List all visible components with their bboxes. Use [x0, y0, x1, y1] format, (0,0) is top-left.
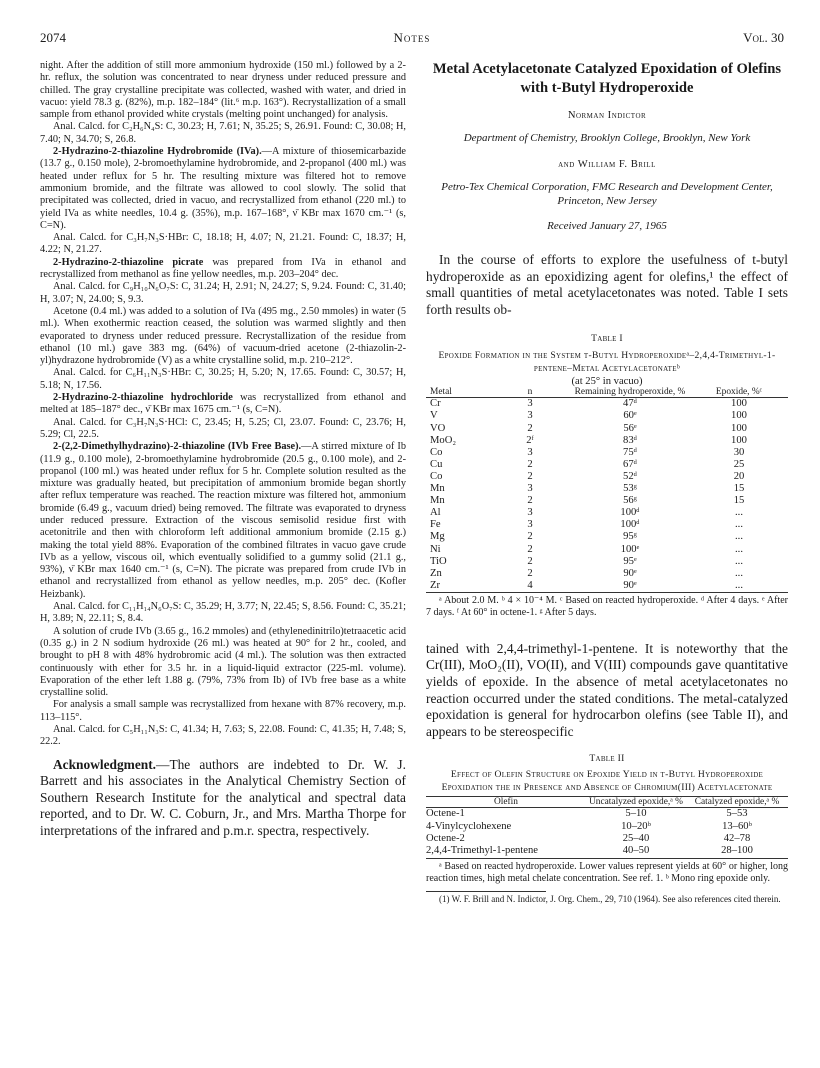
table-cell: Al [430, 507, 441, 519]
volume-label: Vol. 30 [743, 30, 784, 45]
page-header [40, 30, 784, 46]
column-header: Uncatalyzed epoxide,ᵃ % [589, 797, 683, 808]
analysis: Anal. Calcd. for C₃H₇N₃S·HBr: C, 18.18; H, 4.07; N, 21.21. Found: C, 18.37; H, 4.22; N, 21.27. [40, 232, 406, 256]
table-cell: 100 [731, 434, 747, 446]
table-cell: Ni [430, 543, 441, 555]
paragraph [40, 441, 406, 601]
table-row [426, 410, 788, 422]
table-row [426, 544, 788, 556]
table-row [426, 568, 788, 580]
table-cell: 67ᵈ [623, 458, 637, 470]
table-cell: 10–20ᵇ [621, 820, 651, 832]
table-cell: 47ᵈ [623, 398, 637, 410]
table-cell: 95ᵉ [623, 555, 637, 567]
table-cell: Zn [430, 567, 442, 579]
affiliation: Petro-Tex Chemical Corporation, FMC Research and Development Center, Princeton, New Jersey [441, 181, 773, 207]
paragraph [40, 146, 406, 232]
table-cell: 2 [527, 422, 533, 434]
table-footnote: ᵃ About 2.0 M. ᵇ 4 × 10⁻⁴ M. ᶜ Based on reacted hydroperoxide. ᵈ After 4 days. ᵉ After 7 days. ᶠ At 60° in octene-1. ᵍ After 5 days. [426, 594, 788, 618]
paragraph-text: —A mixture of thiosemicarbazide (13.7 g., 0.150 mole), 2-bromoethylamine hydrobromide, and 2-propanol (400 ml.) was heated under reflux for 5 hr. The resulting mixture was filtered hot to remove ammonium bromide, and the filtrate was allowed to cool slowly. The solid that precipitated was collected, dried in vacuo, and recrystallized from ethanol (220 ml.) to yield IVa as white needles, 10.4 g. (35%), m.p. 167–168°, ν̄ KBr max 1670 cm.⁻¹ (s, C=N). [40, 146, 406, 231]
article-title: Metal Acetylacetonate Catalyzed Epoxidation of Olefins with t-Butyl Hydroperoxide [432, 61, 782, 96]
table-row [426, 845, 788, 857]
analysis: Anal. Calcd. for C₅H₁₁N₃S: C, 41.34; H, 7.63; S, 22.08. Found: C, 41.35; H, 7.48; S, 22.2. [40, 724, 406, 748]
table-cell: 60ᵉ [623, 410, 637, 422]
acknowledgment-heading: Acknowledgment. [53, 756, 157, 772]
table-cell: 2 [527, 567, 533, 579]
table-cell: 2 [527, 458, 533, 470]
acknowledgment-text: —The authors are indebted to Dr. W. J. Barrett and his associates in the Analytical Chemistry Section of Southern Research Institute for the analytical and spectral data reported, and to Dr. W. C. Coburn, Jr., and Mrs. Martha Thorpe for interpretations of the infrared and p.m.r. spectra, respectively. [40, 756, 406, 838]
paragraph: For analysis a small sample was recrystallized from hexane with 87% recovery, m.p. 113–115°. [40, 699, 406, 723]
analysis: Anal. Calcd. for C₁₁H₁₄N₆O₇S: C, 35.29; H, 3.77; N, 22.45; S, 8.56. Found: C, 35.21; H, 3.89; N, 22.11; S, 8.4. [40, 601, 406, 625]
table-caption: Epoxide Formation in the System t-Butyl Hydroperoxideᵃ–2,4,4-Trimethyl-1-pentene–Metal Acetylacetonateᵇ [438, 350, 776, 375]
table-cell: Mn [430, 483, 445, 495]
table-cell: TiO [430, 555, 447, 567]
table-row [426, 556, 788, 568]
author: and William F. Brill [558, 159, 656, 170]
table-body [426, 808, 788, 857]
column-header: Metal [430, 387, 452, 398]
table-footnote: ᵃ Based on reacted hydroperoxide. Lower values represent yields at 60° or higher, long reaction times, high metal chelate concentration. See ref. 1. ᵇ Mono ring epoxide only. [426, 860, 788, 884]
table-cell: 56ᵍ [623, 495, 637, 507]
paragraph: A solution of crude IVb (3.65 g., 16.2 mmoles) and (ethylenedinitrilo)tetraacetic acid (0.35 g.) in 2 N sodium hydroxide (26 ml.) was heated at 90° for 2 hr., cooled, and brought to pH 8 with 48% hydrobromic acid (4 ml.). The solution was then extracted continuously with ether for 3.5 hr. in a liquid-liquid extractor (225-ml. volume). Evaporation of the ether left 1.88 g. (79%, 73% from Ib) of IVb free base as a white crystalline solid. [40, 625, 406, 699]
table-row [426, 519, 788, 531]
compound-heading: 2-(2,2-Dimethylhydrazino)-2-thiazoline (IVb Free Base). [53, 441, 302, 453]
table-cell: Cu [430, 458, 443, 470]
table-cell: 3 [527, 507, 533, 519]
table-cell: 42–78 [723, 833, 751, 845]
paragraph: Acetone (0.4 ml.) was added to a solution of IVa (495 mg., 2.50 mmoles) in water (5 ml.). When exothermic reaction ceased, the solution was warmed slightly and then evaporated to dryness under reduced pressure. Recrystallization of the residue from ethanol (10 ml.) gave 383 mg. (64%) of vacuum-dried acetone (2-thiazolin-2-yl)hydrazone hydrobromide (V) as a white crystalline solid, m.p. 210–212°. [40, 305, 406, 367]
table-cell: ... [735, 519, 743, 531]
table-cell: 20 [733, 470, 745, 482]
table-caption: Effect of Olefin Structure on Epoxide Yield in t-Butyl Hydroperoxide Epoxidation the in Presence and Absence of Chromium(III) Acetylacetonate [441, 769, 773, 794]
table-cell: 95ᵍ [623, 531, 637, 543]
table-cell: Cr [430, 398, 441, 410]
compound-heading: 2-Hydrazino-2-thiazoline picrate [53, 256, 204, 268]
paragraph: night. After the addition of still more ammonium hydroxide (150 ml.) followed by a 2-hr. reflux, the solution was concentrated to near dryness under reduced pressure and chilled. The gray crystalline precipitate was collected, washed with water, and dried in vacuo: yield 78.3 g. (82%), m.p. 182–184° (lit.⁶ m.p. 163°). Recrystallization of a small sample from ethanol provided white crystals (melting point unchanged) for analysis. [40, 60, 406, 121]
table-cell: 2 [527, 543, 533, 555]
table-cell: 4 [527, 579, 533, 591]
table-cell: 53ᵍ [623, 483, 637, 495]
column-header: n [527, 387, 533, 398]
table-cell: MoO₂ [430, 434, 457, 446]
paragraph [40, 392, 406, 417]
table-cell: 28–100 [721, 845, 753, 857]
table-cell: 3 [527, 483, 533, 495]
table-cell: ... [735, 507, 743, 519]
table-cell: ... [735, 555, 743, 567]
table-row [426, 507, 788, 519]
table-cell: 90ᵉ [623, 567, 637, 579]
table-cell: 100ᵉ [620, 543, 640, 555]
table-cell: Co [430, 446, 443, 458]
table-row [426, 423, 788, 435]
table-row [426, 459, 788, 471]
table-cell: 3 [527, 519, 533, 531]
table-rule [426, 592, 788, 593]
table-cell: Co [430, 470, 443, 482]
column-header: Remaining hydroperoxide, % [574, 387, 686, 398]
page-number: 2074 [40, 30, 66, 45]
reference: (1) W. F. Brill and N. Indictor, J. Org. Chem., 29, 710 (1964). See also references cited therein. [439, 893, 781, 904]
author: Norman Indictor [567, 110, 647, 121]
table-row [426, 435, 788, 447]
table-cell: 5–53 [726, 808, 748, 820]
table-cell: VO [430, 422, 446, 434]
table-cell: Octene-2 [426, 833, 465, 845]
table-body [426, 398, 788, 592]
table-subcaption: (at 25° in vacuo) [571, 376, 643, 388]
table-label: Table II [589, 753, 625, 765]
table-row [426, 398, 788, 410]
analysis: Anal. Calcd. for C₃H₇N₃S·HCl: C, 23.45; H, 5.25; Cl, 23.07. Found: C, 23.76; H, 5.29; Cl, 22.5. [40, 416, 406, 440]
table-2 [426, 796, 788, 857]
table-cell: ... [735, 543, 743, 555]
table-label: Table I [591, 333, 623, 345]
table-rule [426, 858, 788, 859]
table-cell: Zr [430, 579, 440, 591]
paragraph [40, 257, 406, 282]
left-column [40, 60, 406, 840]
analysis: Anal. Calcd. for C₂H₆N₄S: C, 30.23; H, 7.61; N, 35.25; S, 26.91. Found: C, 30.08; H, 7.40; N, 34.70; S, 26.8. [40, 121, 406, 145]
compound-heading: 2-Hydrazino-2-thiazoline hydrochloride [53, 392, 233, 404]
table-row [426, 531, 788, 543]
analysis: Anal. Calcd. for C₆H₁₁N₃S·HBr: C, 30.25; H, 5.20; N, 17.65. Found: C, 30.57; H, 5.18; N, 17.56. [40, 367, 406, 391]
table-cell: 30 [733, 446, 745, 458]
paragraph-text: was prepared from IVa in ethanol and recrystallized from methanol as fine yellow needles, m.p. 203–204° dec. [40, 256, 406, 281]
table-cell: Octene-1 [426, 808, 465, 820]
table-row [426, 580, 788, 592]
table-cell: 3 [527, 410, 533, 422]
table-cell: 13–60ᵇ [722, 820, 752, 832]
table-cell: 100ᵈ [620, 507, 640, 519]
table-cell: V [430, 410, 438, 422]
table-cell: 2ᶠ [526, 434, 534, 446]
paragraph-text: —A stirred mixture of Ib (11.9 g., 0.100 mole), 2-bromoethylamine hydrobromide (20.5 g., 0.100 mole), and 2-propanol (100 ml.) was heated under reflux for 5 hr. Complete solution resulted as the mixture was gradually heated, but precipitation of ammonium bromide began shortly after reflux temperature was reached. The reaction mixture was filtered hot, ammonium bromide (6.49 g., vacuum dried) being removed. The filtrate was evaporated to dryness under reduced pressure. Extraction of the viscous semisolid residue first with acetonitrile and then with chloroform left additional ammonium bromide (2.15 g.) making the total yield 88%. Evaporation of the combined filtrates in vacuo gave crude IVb as a yellow, viscous oil, which eventually solidified to a gummy solid (21.1 g., 93%), ν̄ KBr max 1640 cm.⁻¹ (s, C=N). The picrate was prepared from crude IVb in ethanol and recrystallized from ethanol as yellow needles, m.p. 205° dec. (Kofler Heizbank). [40, 441, 406, 600]
table-row [426, 483, 788, 495]
paragraph: tained with 2,4,4-trimethyl-1-pentene. It is noteworthy that the Cr(III), MoO₂(II), VO(II), and V(III) compounds gave quantitative yields of epoxide. In the absence of metal acetylacetonates no reaction occurred under the stated conditions. The metal-catalyzed epoxidation is general for hydrocarbon olefins (see Table II), and appears to be stereospecific [426, 640, 788, 739]
table-cell: 15 [733, 495, 745, 507]
table-cell: ... [735, 567, 743, 579]
running-title: Notes [393, 30, 431, 45]
right-column [426, 60, 788, 905]
table-cell: 3 [527, 398, 533, 410]
acknowledgment [40, 757, 406, 840]
table-cell: 25–40 [622, 833, 650, 845]
table-cell: 2 [527, 531, 533, 543]
table-cell: 83ᵈ [623, 434, 637, 446]
table-1 [426, 387, 788, 592]
table-cell: 2 [527, 555, 533, 567]
table-cell: Mn [430, 495, 445, 507]
table-row [426, 495, 788, 507]
table-cell: Fe [430, 519, 441, 531]
table-cell: 2,4,4-Trimethyl-1-pentene [426, 845, 538, 857]
table-row [426, 447, 788, 459]
table-cell: 25 [733, 458, 745, 470]
column-header: Catalyzed epoxide,ᵃ % [694, 797, 780, 808]
compound-heading: 2-Hydrazino-2-thiazoline Hydrobromide (IVa). [53, 146, 262, 158]
table-cell: 4-Vinylcyclohexene [426, 820, 512, 832]
affiliation: Department of Chemistry, Brooklyn College, Brooklyn, New York [463, 132, 751, 144]
table-cell: 2 [527, 495, 533, 507]
table-cell: 52ᵈ [623, 470, 637, 482]
intro-paragraph: In the course of efforts to explore the usefulness of t-butyl hydroperoxide as an epoxidizing agent for olefins,¹ the effect of small quantities of metal acetylacetonates was noted. Table I sets forth results ob- [426, 252, 788, 317]
table-cell: 3 [527, 446, 533, 458]
table-cell: 5–10 [625, 808, 647, 820]
table-cell: 100 [731, 422, 747, 434]
table-row [426, 808, 788, 820]
paragraph-text: was recrystallized from ethanol and melted at 185–187° dec., ν̄ KBr max 1675 cm.⁻¹ (s, C=N). [40, 392, 406, 416]
table-cell: ... [735, 531, 743, 543]
table-row [426, 821, 788, 833]
table-cell: 100 [731, 398, 747, 410]
table-cell: 100ᵈ [620, 519, 640, 531]
table-row [426, 833, 788, 845]
column-header: Epoxide, %ᶜ [715, 387, 763, 398]
table-cell: 40–50 [622, 845, 650, 857]
table-cell: 56ᵉ [623, 422, 637, 434]
column-header: Olefin [494, 797, 518, 808]
table-cell: 15 [733, 483, 745, 495]
table-row [426, 471, 788, 483]
table-cell: Mg [430, 531, 445, 543]
received-date: Received January 27, 1965 [547, 220, 667, 232]
table-cell: 75ᵈ [623, 446, 637, 458]
table-cell: 90ᵉ [623, 579, 637, 591]
analysis: Anal. Calcd. for C₉H₁₀N₆O₇S: C, 31.24; H, 2.91; N, 24.27; S, 9.24. Found: C, 31.40; H, 3.07; N, 24.00; S, 9.3. [40, 281, 406, 305]
table-cell: 2 [527, 470, 533, 482]
footnote-rule [426, 891, 546, 892]
table-cell: 100 [731, 410, 747, 422]
table-cell: ... [735, 579, 743, 591]
